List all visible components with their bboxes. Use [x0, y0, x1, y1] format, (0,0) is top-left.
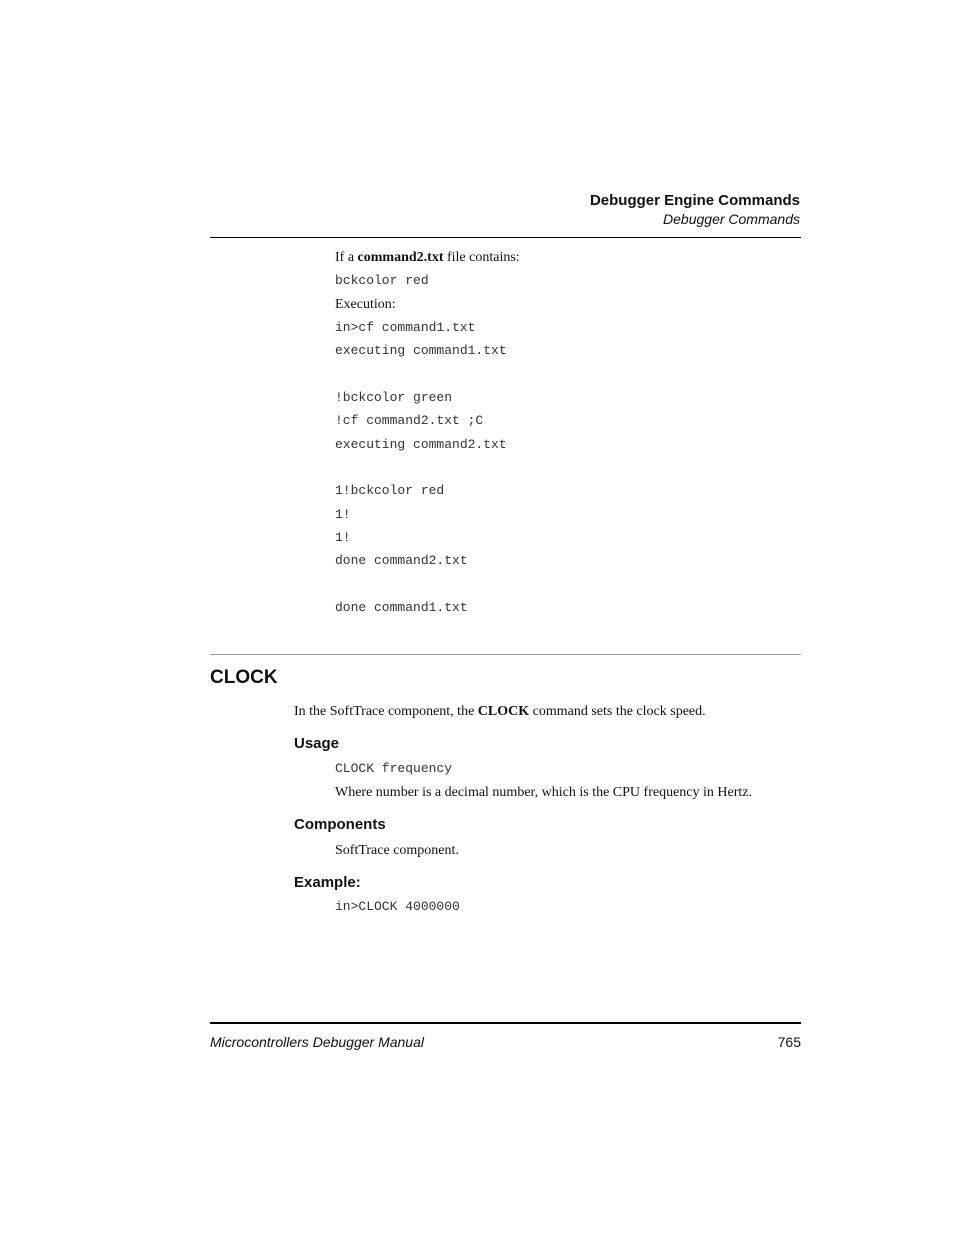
code-line: !cf command2.txt ;C: [335, 413, 484, 428]
intro-sentence: [335, 249, 520, 266]
code-line: !bckcolor green: [335, 390, 453, 405]
intro-prefix: If a: [335, 250, 358, 265]
header-rule: [210, 237, 801, 238]
intro-filename: command2.txt: [357, 250, 444, 265]
page-number: 765: [777, 1034, 801, 1050]
running-header-subtitle: Debugger Commands: [663, 211, 800, 227]
code-line: 1!: [335, 507, 351, 522]
file-content-code: bckcolor red: [335, 273, 429, 288]
components-heading: Components: [294, 816, 386, 833]
code-line: done command1.txt: [335, 600, 468, 615]
usage-code: CLOCK frequency: [335, 761, 453, 776]
code-line: executing command1.txt: [335, 343, 507, 358]
example-heading: Example:: [294, 874, 361, 891]
section-divider: [210, 654, 801, 655]
intro-suffix: file contains:: [443, 250, 520, 265]
usage-text: Where number is a decimal number, which is the CPU frequency in Hertz.: [335, 785, 752, 800]
components-text: SoftTrace component.: [335, 843, 459, 858]
description-suffix: command sets the clock speed.: [529, 704, 706, 719]
description-command: CLOCK: [477, 704, 530, 719]
code-line: 1!bckcolor red: [335, 483, 445, 498]
footer-manual-title: Microcontrollers Debugger Manual: [210, 1034, 424, 1050]
running-header-title: Debugger Engine Commands: [589, 192, 800, 209]
code-line: in>cf command1.txt: [335, 320, 476, 335]
section-title: CLOCK: [210, 667, 278, 688]
section-description: [294, 703, 706, 720]
code-line: 1!: [335, 530, 351, 545]
usage-heading: Usage: [294, 735, 340, 752]
code-line: done command2.txt: [335, 553, 468, 568]
footer-rule: [210, 1022, 801, 1024]
description-prefix: In the SoftTrace component, the: [294, 704, 478, 719]
code-line: executing command2.txt: [335, 437, 507, 452]
example-code: in>CLOCK 4000000: [335, 899, 460, 914]
execution-label: Execution:: [335, 297, 396, 312]
